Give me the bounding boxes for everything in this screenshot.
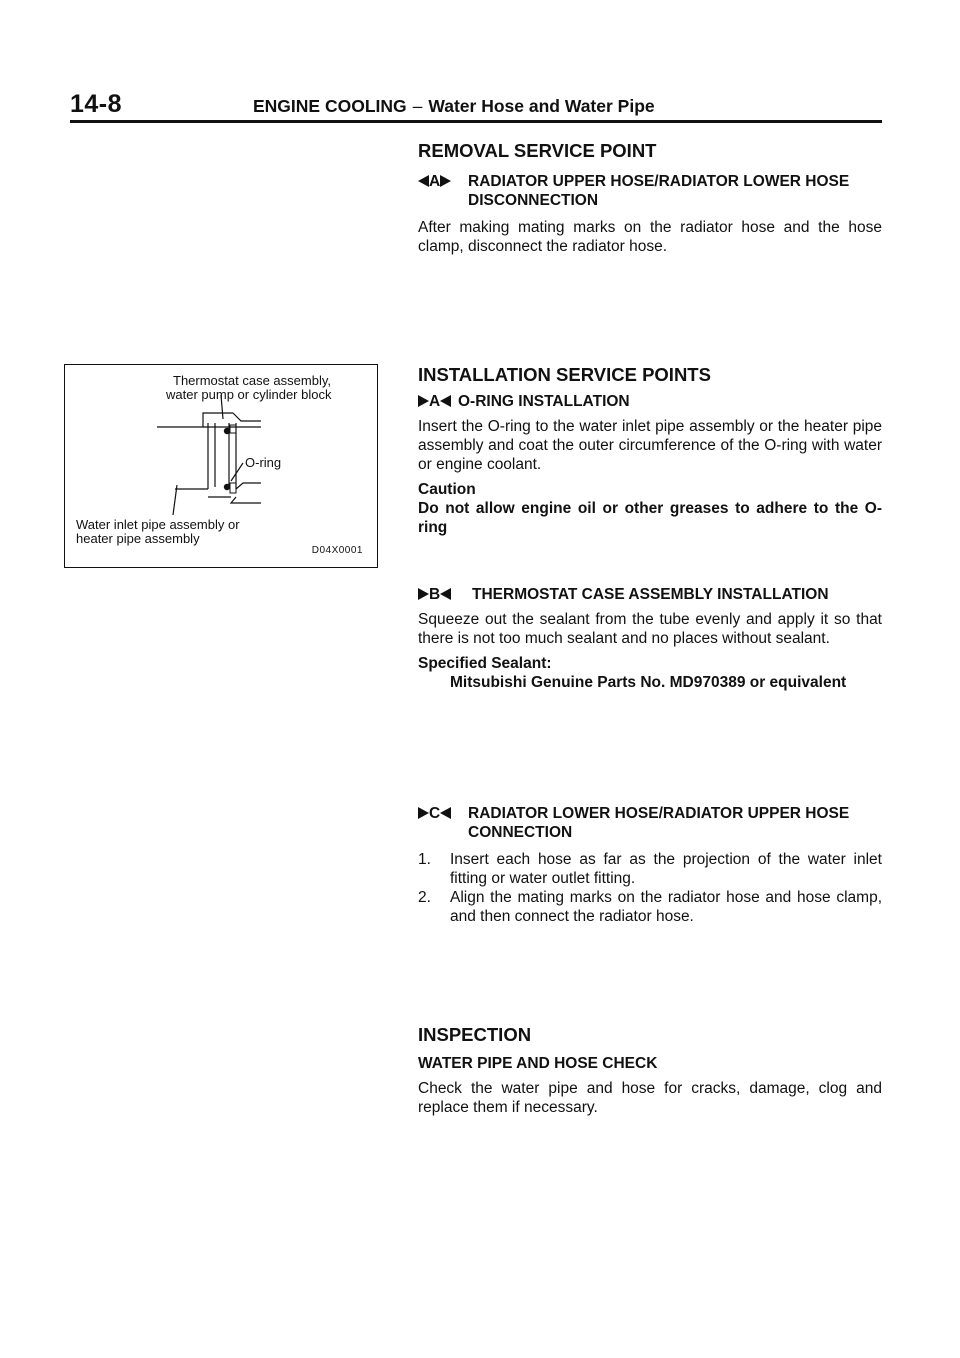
install-b-letter: B	[429, 586, 441, 603]
install-c-title-text: RADIATOR LOWER HOSE/RADIATOR UPPER HOSE CONNECTION	[468, 805, 850, 841]
install-b-section	[418, 585, 882, 692]
removal-item-title	[418, 172, 882, 210]
install-b-mark	[418, 585, 472, 604]
inspection-subheading	[418, 1054, 882, 1073]
header-rule	[70, 120, 882, 123]
figure-label-top-2: water pump or cylinder block	[166, 387, 332, 402]
install-c-section	[418, 804, 882, 926]
oring-figure	[64, 364, 378, 568]
list-item	[418, 850, 882, 888]
install-b-title-text: THERMOSTAT CASE ASSEMBLY INSTALLATION	[472, 586, 829, 603]
install-a-title-text: O-RING INSTALLATION	[458, 393, 630, 410]
figure-label-bottom-2: heater pipe assembly	[76, 531, 200, 546]
install-c-steps	[418, 850, 882, 926]
inspection-section	[418, 1024, 882, 1117]
install-c-mark	[418, 804, 468, 842]
left-triangle-icon	[440, 395, 451, 407]
figure-label-top-1: Thermostat case assembly,	[173, 373, 331, 388]
sealant-value: Mitsubishi Genuine Parts No. MD970389 or equivalent	[450, 674, 847, 691]
subsection-name: Water Hose and Water Pipe	[428, 96, 655, 116]
figure-label-bottom-1: Water inlet pipe assembly or	[76, 517, 240, 532]
oring-section-bottom	[224, 484, 230, 490]
install-a-text: Insert the O-ring to the water inlet pipe assembly or the heater pipe assembly and coat the outer circumference of the O-ring with water or engine coolant.	[418, 418, 882, 473]
oring-section-top	[224, 428, 230, 434]
leader-oring	[231, 463, 243, 481]
step-text: Insert each hose as far as the projection of the water inlet fitting or water outlet fitting.	[450, 851, 882, 887]
section-name: ENGINE COOLING	[253, 96, 407, 116]
caution-text: Do not allow engine oil or other greases to adhere to the O-ring	[418, 500, 882, 536]
page-number: 14-8	[70, 90, 123, 118]
installation-section	[418, 364, 882, 537]
pipe-diagram	[65, 365, 376, 566]
install-c-letter: C	[429, 805, 441, 822]
section-title	[253, 96, 655, 117]
install-b-text: Squeeze out the sealant from the tube evenly and apply it so that there is not too much sealant and no places without sealant.	[418, 611, 882, 647]
step-number: 1.	[418, 851, 431, 868]
right-triangle-icon	[418, 807, 429, 819]
step-number: 2.	[418, 889, 431, 906]
caution-label: Caution	[418, 481, 476, 498]
left-triangle-icon	[440, 807, 451, 819]
removal-mark-letter: A	[429, 173, 441, 190]
housing-step-line	[233, 413, 261, 421]
inspection-text: Check the water pipe and hose for cracks, damage, clog and replace them if necessary.	[418, 1080, 882, 1116]
removal-item-mark	[418, 172, 468, 210]
install-a-title	[418, 392, 882, 411]
figure-code: D04X0001	[311, 545, 363, 556]
removal-section	[418, 140, 882, 256]
page-header	[70, 84, 882, 124]
install-b-title	[418, 585, 882, 604]
left-triangle-icon	[418, 175, 429, 187]
right-triangle-icon	[418, 588, 429, 600]
installation-heading: INSTALLATION SERVICE POINTS	[418, 364, 711, 385]
inspection-subheading-text: WATER PIPE AND HOSE CHECK	[418, 1055, 658, 1072]
list-item	[418, 888, 882, 926]
figure-label-oring: O-ring	[245, 455, 282, 470]
title-dash: –	[412, 96, 423, 116]
leader-top	[221, 395, 223, 419]
removal-title-text: RADIATOR UPPER HOSE/RADIATOR LOWER HOSE DISCONNECTION	[468, 173, 850, 209]
right-triangle-icon	[440, 175, 451, 187]
install-a-letter: A	[429, 393, 441, 410]
right-triangle-icon	[418, 395, 429, 407]
removal-text: After making mating marks on the radiator hose and the hose clamp, disconnect the radiator hose.	[418, 219, 882, 255]
sealant-label: Specified Sealant:	[418, 655, 552, 672]
inspection-heading: INSPECTION	[418, 1024, 532, 1045]
install-c-title	[418, 804, 882, 842]
left-triangle-icon	[440, 588, 451, 600]
step-text: Align the mating marks on the radiator hose and hose clamp, and then connect the radiator hose.	[450, 889, 882, 925]
install-a-mark	[418, 392, 458, 411]
housing-flange-line	[157, 413, 233, 427]
removal-heading: REMOVAL SERVICE POINT	[418, 140, 657, 161]
